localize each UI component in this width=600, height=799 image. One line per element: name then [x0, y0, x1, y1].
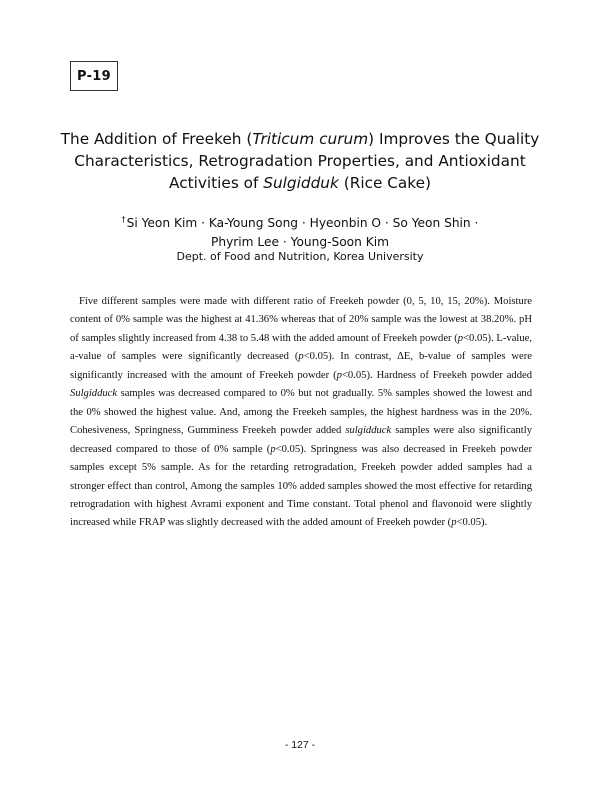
sulgidduck-term: sulgidduck — [345, 425, 392, 437]
title-part-3: (Rice Cake) — [338, 174, 431, 192]
title-part-1: The Addition of Freekeh ( — [60, 130, 253, 148]
p-symbol: p — [270, 443, 276, 455]
poster-code-box — [70, 61, 118, 91]
p-symbol: p — [457, 332, 464, 344]
poster-code: P-19 — [77, 68, 111, 84]
abstract-text: <0.05). L-value, a-value of samples were significantly decreased ( — [70, 332, 532, 363]
abstract-text: <0.05). Hardness of Freekeh powder added — [341, 369, 532, 381]
paper-title — [40, 128, 560, 194]
sulgidduck-term: Sulgidduck — [70, 388, 118, 400]
abstract-paragraph — [70, 293, 532, 533]
author-list — [70, 210, 530, 252]
p-symbol: p — [336, 369, 342, 381]
page-number: - 127 - — [284, 739, 316, 751]
corresponding-mark: † — [121, 215, 126, 224]
title-species: Triticum curum — [252, 130, 369, 148]
author-line-1 — [70, 210, 530, 233]
affiliation: Dept. of Food and Nutrition, Korea University — [176, 250, 424, 263]
abstract-text: <0.05). — [456, 517, 488, 529]
p-symbol: p — [451, 517, 457, 529]
abstract-text: samples were also significantly decreased compared to those of 0% sample ( — [70, 425, 532, 455]
abstract-text: <0.05). Springness was also decreased in Freekeh powder samples except 5% sample. As for the retarding retrogradation, Freekeh powder added samples had a stronger effect than control, Among the samples 10% added samples showed the most effective for retarding retrogradation with highest Avrami exponent and Time constant. Total phenol and flavonoid were slightly increased while FRAP was slightly decreased with the added amount of Freekeh powder ( — [70, 443, 532, 529]
title-part-2: ) Improves the Quality Characteristics, Retrogradation Properties, and Antioxidant Activities of — [74, 130, 540, 192]
abstract-text: <0.05). In contrast, ΔE, b-value of samples were significantly increased with the amount of Freekeh powder ( — [70, 351, 532, 381]
p-symbol: p — [298, 351, 304, 363]
author-line-2: Phyrim Lee · Young-Soon Kim — [211, 235, 389, 249]
abstract-text: Five different samples were made with different ratio of Freekeh powder (0, 5, 10, 15, 20%). Moisture content of 0% sample was the highest at 41.36% whereas that of 20% sample was the lowest at 38.20%. pH of samples slightly increased from 4.38 to 5.48 with the added amount of Freekeh powder ( — [70, 296, 532, 344]
authors-line-1-text: Si Yeon Kim · Ka-Young Song · Hyeonbin O · So Yeon Shin · — [126, 216, 479, 230]
abstract-text: samples was decreased compared to 0% but not gradually. 5% samples showed the lowest and the 0% showed the highest value. And, among the Freekeh samples, the highest hardness was in the 20%. Cohesiveness, Springness, Gumminess Freekeh powder added — [70, 388, 532, 437]
title-sulgidduk: Sulgidduk — [263, 174, 339, 192]
